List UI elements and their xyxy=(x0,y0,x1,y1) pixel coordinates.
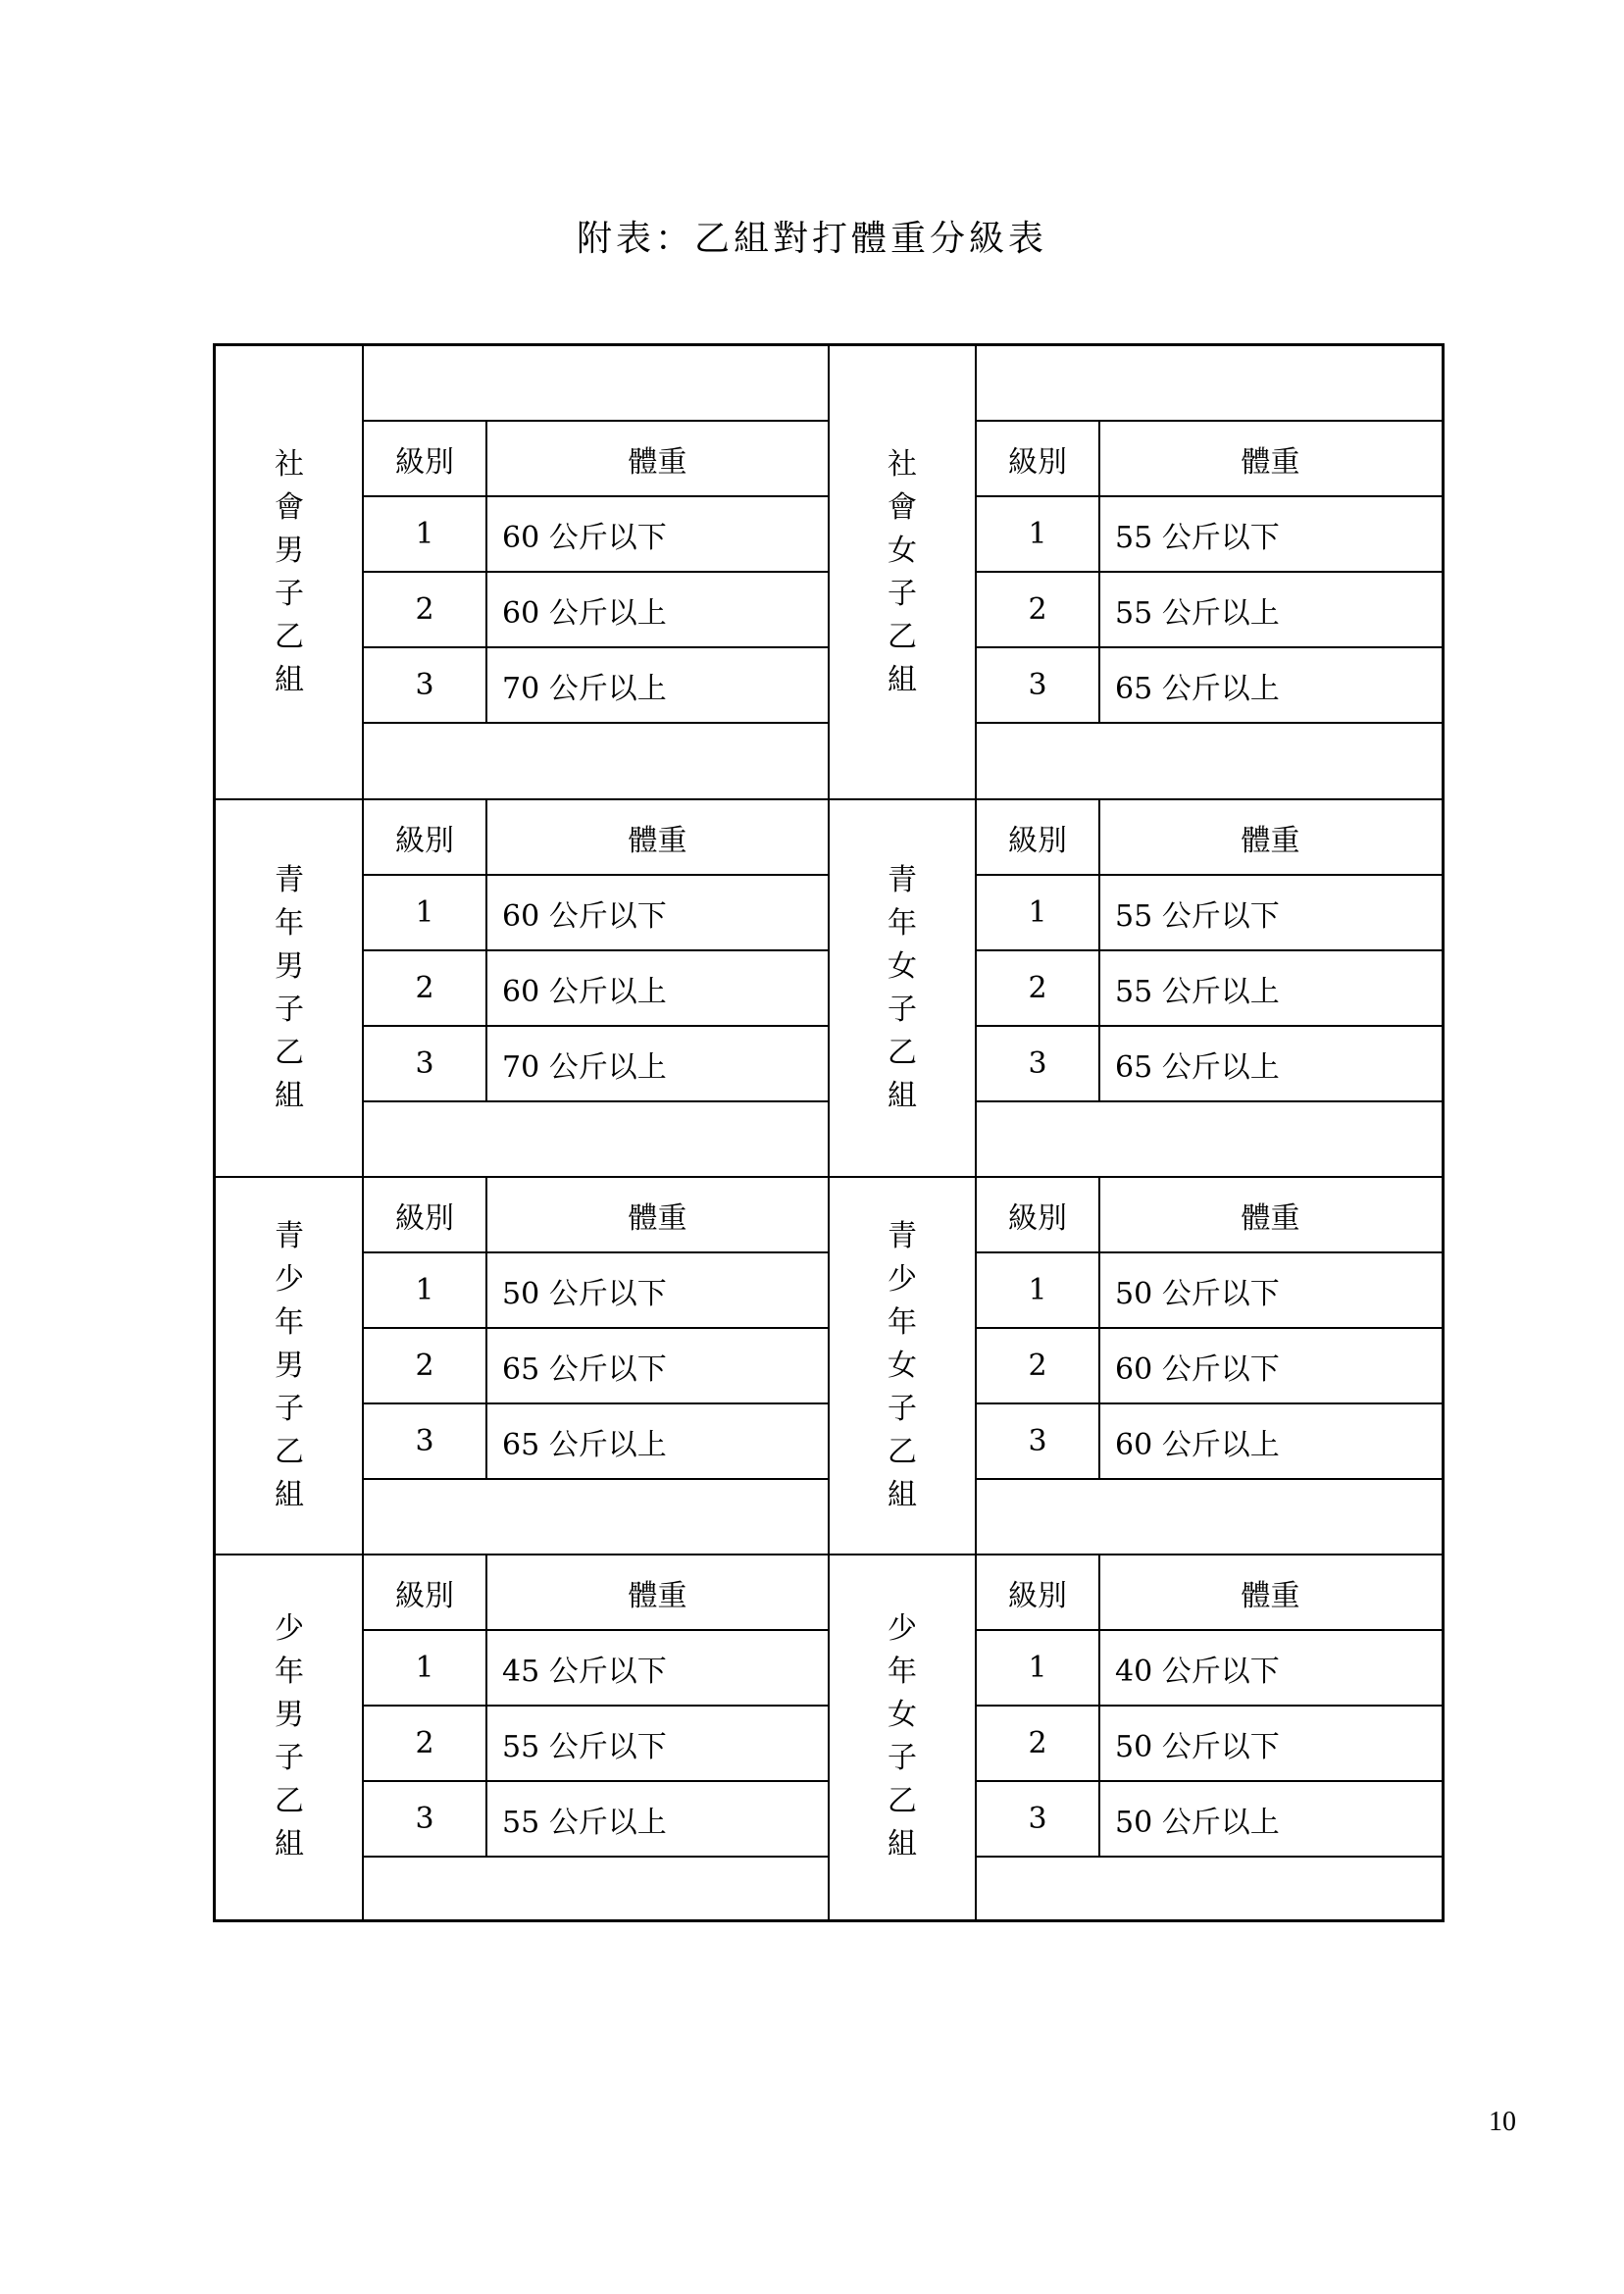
grade-header: 級別 xyxy=(395,1200,454,1236)
grade-cell: 2 xyxy=(1028,592,1047,627)
group-name-char: 青 xyxy=(275,1218,304,1253)
grade-cell: 3 xyxy=(1028,1046,1047,1081)
grade-header: 級別 xyxy=(1008,444,1067,480)
grade-cell: 1 xyxy=(415,517,434,551)
weight-subtable xyxy=(363,346,829,799)
grade-cell: 2 xyxy=(415,971,434,1005)
table-row xyxy=(976,1781,1442,1857)
group-name-char: 乙 xyxy=(888,1035,917,1070)
table-row xyxy=(976,875,1442,950)
group-name-char: 子 xyxy=(275,992,304,1027)
group-name-right xyxy=(829,1555,976,1919)
group-name-right xyxy=(829,346,976,799)
weight-cell: 55 公斤以下 xyxy=(502,1729,667,1764)
grade-cell: 2 xyxy=(415,1349,434,1383)
group-name-char: 少 xyxy=(888,1261,917,1297)
group-name-char: 組 xyxy=(275,1827,304,1861)
group-name-char: 子 xyxy=(275,577,304,611)
group-name-char: 子 xyxy=(275,1391,304,1426)
group-name-char: 組 xyxy=(888,1078,917,1113)
group-name-char: 少 xyxy=(275,1261,304,1297)
group-name-right xyxy=(829,799,976,1177)
weight-subtable xyxy=(363,1555,829,1919)
grade-cell: 1 xyxy=(1028,1651,1047,1685)
group-name-right xyxy=(829,1177,976,1555)
weight-cell: 55 公斤以上 xyxy=(1115,974,1280,1009)
table-row xyxy=(976,1026,1442,1101)
grade-header: 級別 xyxy=(1008,1200,1067,1236)
weight-cell: 65 公斤以上 xyxy=(1115,1049,1280,1085)
weight-cell: 60 公斤以下 xyxy=(502,898,667,934)
page-number: 10 xyxy=(1489,2107,1516,2137)
grade-cell: 3 xyxy=(415,1802,434,1836)
header-row xyxy=(363,1555,829,1630)
group-name-char: 女 xyxy=(888,1348,917,1383)
group-name-char: 組 xyxy=(888,1827,917,1861)
group-name-char: 子 xyxy=(888,1741,917,1775)
grade-header: 級別 xyxy=(395,444,454,480)
weight-subtable xyxy=(976,346,1442,799)
grade-cell: 3 xyxy=(1028,1802,1047,1836)
weight-header: 體重 xyxy=(1241,823,1300,858)
weight-cell: 60 公斤以下 xyxy=(502,520,667,555)
table-row xyxy=(363,1781,829,1857)
grade-cell: 3 xyxy=(415,1424,434,1458)
weight-cell: 65 公斤以下 xyxy=(502,1351,667,1387)
grade-cell: 1 xyxy=(1028,517,1047,551)
weight-header: 體重 xyxy=(628,823,687,858)
grade-cell: 3 xyxy=(1028,668,1047,702)
weight-cell: 45 公斤以下 xyxy=(502,1654,667,1689)
group-name-char: 子 xyxy=(275,1741,304,1775)
weight-subtable xyxy=(976,799,1442,1177)
group-name-char: 年 xyxy=(888,1304,917,1340)
weight-cell: 50 公斤以下 xyxy=(502,1276,667,1311)
group-name-char: 青 xyxy=(888,862,917,897)
weight-header: 體重 xyxy=(628,444,687,480)
group-name-char: 少 xyxy=(888,1611,917,1646)
table-row xyxy=(363,647,829,723)
table-row xyxy=(363,1403,829,1479)
weight-cell: 55 公斤以上 xyxy=(502,1805,667,1840)
weight-cell: 40 公斤以下 xyxy=(1115,1654,1280,1689)
group-name-char: 組 xyxy=(888,1477,917,1512)
weight-cell: 60 公斤以上 xyxy=(1115,1427,1280,1462)
group-name-left xyxy=(216,1177,363,1555)
weight-cell: 70 公斤以上 xyxy=(502,1049,667,1085)
table-row xyxy=(976,572,1442,647)
grade-header: 級別 xyxy=(1008,823,1067,858)
group-name-char: 青 xyxy=(888,1218,917,1253)
weight-subtable xyxy=(363,1177,829,1555)
grade-header: 級別 xyxy=(395,823,454,858)
header-row xyxy=(363,1177,829,1252)
weight-cell: 70 公斤以上 xyxy=(502,671,667,706)
header-row xyxy=(363,421,829,496)
group-name-left xyxy=(216,799,363,1177)
table-row xyxy=(976,647,1442,723)
weight-cell: 65 公斤以上 xyxy=(1115,671,1280,706)
group-name-char: 組 xyxy=(888,663,917,697)
weight-subtable xyxy=(976,1555,1442,1919)
group-name-char: 乙 xyxy=(888,620,917,654)
grade-cell: 1 xyxy=(415,895,434,930)
weight-header: 體重 xyxy=(1241,1578,1300,1613)
group-name-char: 乙 xyxy=(275,1035,304,1070)
grade-cell: 3 xyxy=(415,1046,434,1081)
grade-cell: 2 xyxy=(1028,971,1047,1005)
weight-header: 體重 xyxy=(1241,1200,1300,1236)
table-row xyxy=(363,572,829,647)
weight-cell: 60 公斤以上 xyxy=(502,595,667,631)
group-name-char: 社 xyxy=(275,447,304,482)
group-name-char: 女 xyxy=(888,1698,917,1732)
weight-cell: 60 公斤以上 xyxy=(502,974,667,1009)
group-name-char: 女 xyxy=(888,534,917,568)
grade-cell: 2 xyxy=(415,592,434,627)
group-name-char: 子 xyxy=(888,577,917,611)
grade-cell: 3 xyxy=(1028,1424,1047,1458)
weight-cell: 65 公斤以上 xyxy=(502,1427,667,1462)
weight-cell: 55 公斤以下 xyxy=(1115,520,1280,555)
weight-cell: 55 公斤以下 xyxy=(1115,898,1280,934)
table-row xyxy=(976,1403,1442,1479)
group-name-char: 男 xyxy=(275,1348,304,1383)
weight-cell: 50 公斤以下 xyxy=(1115,1729,1280,1764)
grade-cell: 1 xyxy=(415,1273,434,1307)
group-name-char: 年 xyxy=(275,905,304,941)
group-name-char: 年 xyxy=(275,1655,304,1689)
group-name-char: 組 xyxy=(275,1477,304,1512)
header-row xyxy=(976,1177,1442,1252)
header-row xyxy=(976,421,1442,496)
table-row xyxy=(363,496,829,572)
group-name-char: 組 xyxy=(275,663,304,697)
grade-cell: 2 xyxy=(415,1726,434,1760)
table-row xyxy=(363,1026,829,1101)
group-name-char: 子 xyxy=(888,1391,917,1426)
grade-cell: 1 xyxy=(1028,895,1047,930)
group-name-char: 少 xyxy=(275,1611,304,1646)
page-title: 附表：乙組對打體重分級表 xyxy=(576,219,1047,259)
weight-cell: 60 公斤以下 xyxy=(1115,1351,1280,1387)
grade-cell: 1 xyxy=(415,1651,434,1685)
table-row xyxy=(363,1630,829,1706)
group-name-char: 男 xyxy=(275,1698,304,1732)
table-row xyxy=(976,496,1442,572)
weight-cell: 55 公斤以上 xyxy=(1115,595,1280,631)
table-row xyxy=(363,1252,829,1328)
weight-header: 體重 xyxy=(628,1578,687,1613)
table-row xyxy=(976,1252,1442,1328)
group-name-char: 青 xyxy=(275,862,304,897)
grade-cell: 1 xyxy=(1028,1273,1047,1307)
group-name-left xyxy=(216,1555,363,1919)
group-name-char: 年 xyxy=(888,1655,917,1689)
table-row xyxy=(363,1706,829,1781)
group-name-char: 社 xyxy=(888,447,917,482)
grade-cell: 3 xyxy=(415,668,434,702)
group-name-char: 子 xyxy=(888,992,917,1027)
grade-cell: 2 xyxy=(1028,1349,1047,1383)
group-name-char: 會 xyxy=(888,490,917,525)
group-name-char: 乙 xyxy=(275,1784,304,1818)
weight-cell: 50 公斤以上 xyxy=(1115,1805,1280,1840)
weight-class-table xyxy=(213,343,1445,1922)
table-row xyxy=(363,950,829,1026)
header-row xyxy=(976,799,1442,875)
grade-header: 級別 xyxy=(395,1578,454,1613)
table-row xyxy=(976,1630,1442,1706)
weight-header: 體重 xyxy=(1241,444,1300,480)
group-name-char: 年 xyxy=(275,1304,304,1340)
group-name-char: 男 xyxy=(275,534,304,568)
table-row xyxy=(363,1328,829,1403)
weight-header: 體重 xyxy=(628,1200,687,1236)
group-name-char: 年 xyxy=(888,905,917,941)
table-row xyxy=(976,950,1442,1026)
weight-subtable xyxy=(976,1177,1442,1555)
group-name-char: 乙 xyxy=(888,1434,917,1469)
group-name-char: 組 xyxy=(275,1078,304,1113)
group-name-char: 乙 xyxy=(275,620,304,654)
grade-cell: 2 xyxy=(1028,1726,1047,1760)
table-row xyxy=(363,875,829,950)
header-row xyxy=(363,799,829,875)
group-name-char: 會 xyxy=(275,490,304,525)
group-name-char: 女 xyxy=(888,948,917,984)
table-row xyxy=(976,1706,1442,1781)
group-name-char: 男 xyxy=(275,948,304,984)
weight-cell: 50 公斤以下 xyxy=(1115,1276,1280,1311)
group-name-char: 乙 xyxy=(888,1784,917,1818)
group-name-left xyxy=(216,346,363,799)
grade-header: 級別 xyxy=(1008,1578,1067,1613)
group-name-char: 乙 xyxy=(275,1434,304,1469)
table-row xyxy=(976,1328,1442,1403)
header-row xyxy=(976,1555,1442,1630)
weight-subtable xyxy=(363,799,829,1177)
